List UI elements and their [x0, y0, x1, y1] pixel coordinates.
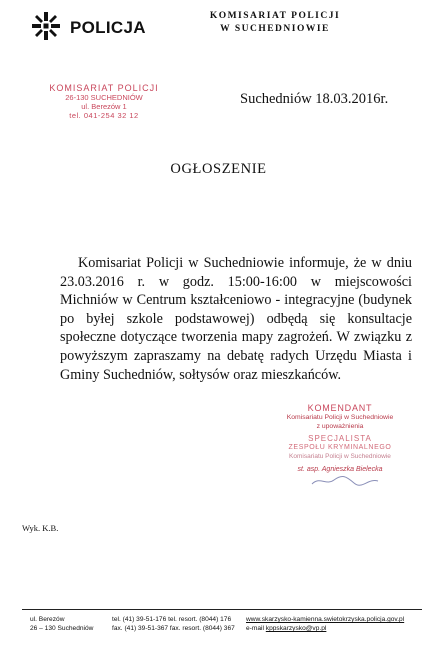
signature-title: KOMENDANT — [307, 403, 373, 413]
signature-role2: ZESPOŁU KRYMINALNEGO — [288, 444, 392, 451]
office-title-line2: W SUCHEDNIOWIE — [220, 24, 330, 34]
document-date: Suchedniów 18.03.2016r. — [240, 91, 389, 107]
stamp-line4: tel. 041-254 32 12 — [69, 111, 139, 120]
footer-address-line2: 26 – 130 Suchedniów — [30, 625, 94, 632]
footer-divider — [22, 609, 422, 610]
footer-website-link[interactable]: www.skarzysko-kamienna.swietokrzyska.policja.gov.pl — [246, 616, 405, 623]
stamp-line3: ul. Berezów 1 — [81, 102, 127, 111]
stamp-line2: 26-130 SUCHEDNIÓW — [65, 93, 143, 102]
handwritten-signature-icon — [310, 474, 380, 488]
footer-fax-line: fax. (41) 39-51-367 fax. resort. (8044) 367 — [112, 625, 235, 632]
signature-org: Komisariatu Policji w Suchedniowie — [286, 414, 394, 421]
logo-text: POLICJA — [70, 18, 146, 37]
announcement-paragraph: Komisariat Policji w Suchedniowie informuje, że w dniu 23.03.2016 r. w godz. 15:00-16:00 w miejscowości Michniów w Centrum kształceniowo - integracyjne (budynek po byłej szkole podstawowej) odbędą się konsultacje społeczne dotyczące tworzenia mapy zagrożeń. W związku z powyższym zapraszamy na debatę radych Urzędu Miasta i Gminy Suchedniów, sołtysów oraz mieszkańców. — [60, 255, 412, 383]
office-title-line1: KOMISARIAT POLICJI — [209, 11, 341, 21]
stamp-line1: KOMISARIAT POLICJI — [49, 83, 159, 93]
office-title — [175, 10, 375, 36]
office-stamp — [48, 84, 160, 120]
signature-name: st. asp. Agnieszka Bielecka — [297, 466, 383, 473]
prepared-by: Wyk. K.B. — [22, 523, 59, 533]
footer-email-link[interactable]: kppskarzysko@vp.pl — [265, 625, 327, 632]
footer-contact — [246, 615, 404, 633]
footer-address-line1: ul. Berezów — [30, 616, 65, 623]
footer-address — [30, 615, 93, 633]
announcement-body — [60, 254, 412, 384]
police-logo — [32, 12, 182, 46]
document-heading: OGŁOSZENIE — [170, 161, 267, 177]
police-star-icon — [32, 12, 60, 40]
footer-phone-line: tel. (41) 39-51-176 tel. resort. (8044) 176 — [112, 616, 232, 623]
footer-phones — [112, 615, 235, 633]
signature-role3: Komisariatu Policji w Suchedniowie — [289, 453, 391, 460]
signature-authorization: z upoważnienia — [316, 423, 364, 430]
signature-stamp — [270, 404, 410, 474]
footer-email-label: e-mail — [246, 625, 266, 632]
signature-role1: SPECJALISTA — [308, 434, 372, 443]
